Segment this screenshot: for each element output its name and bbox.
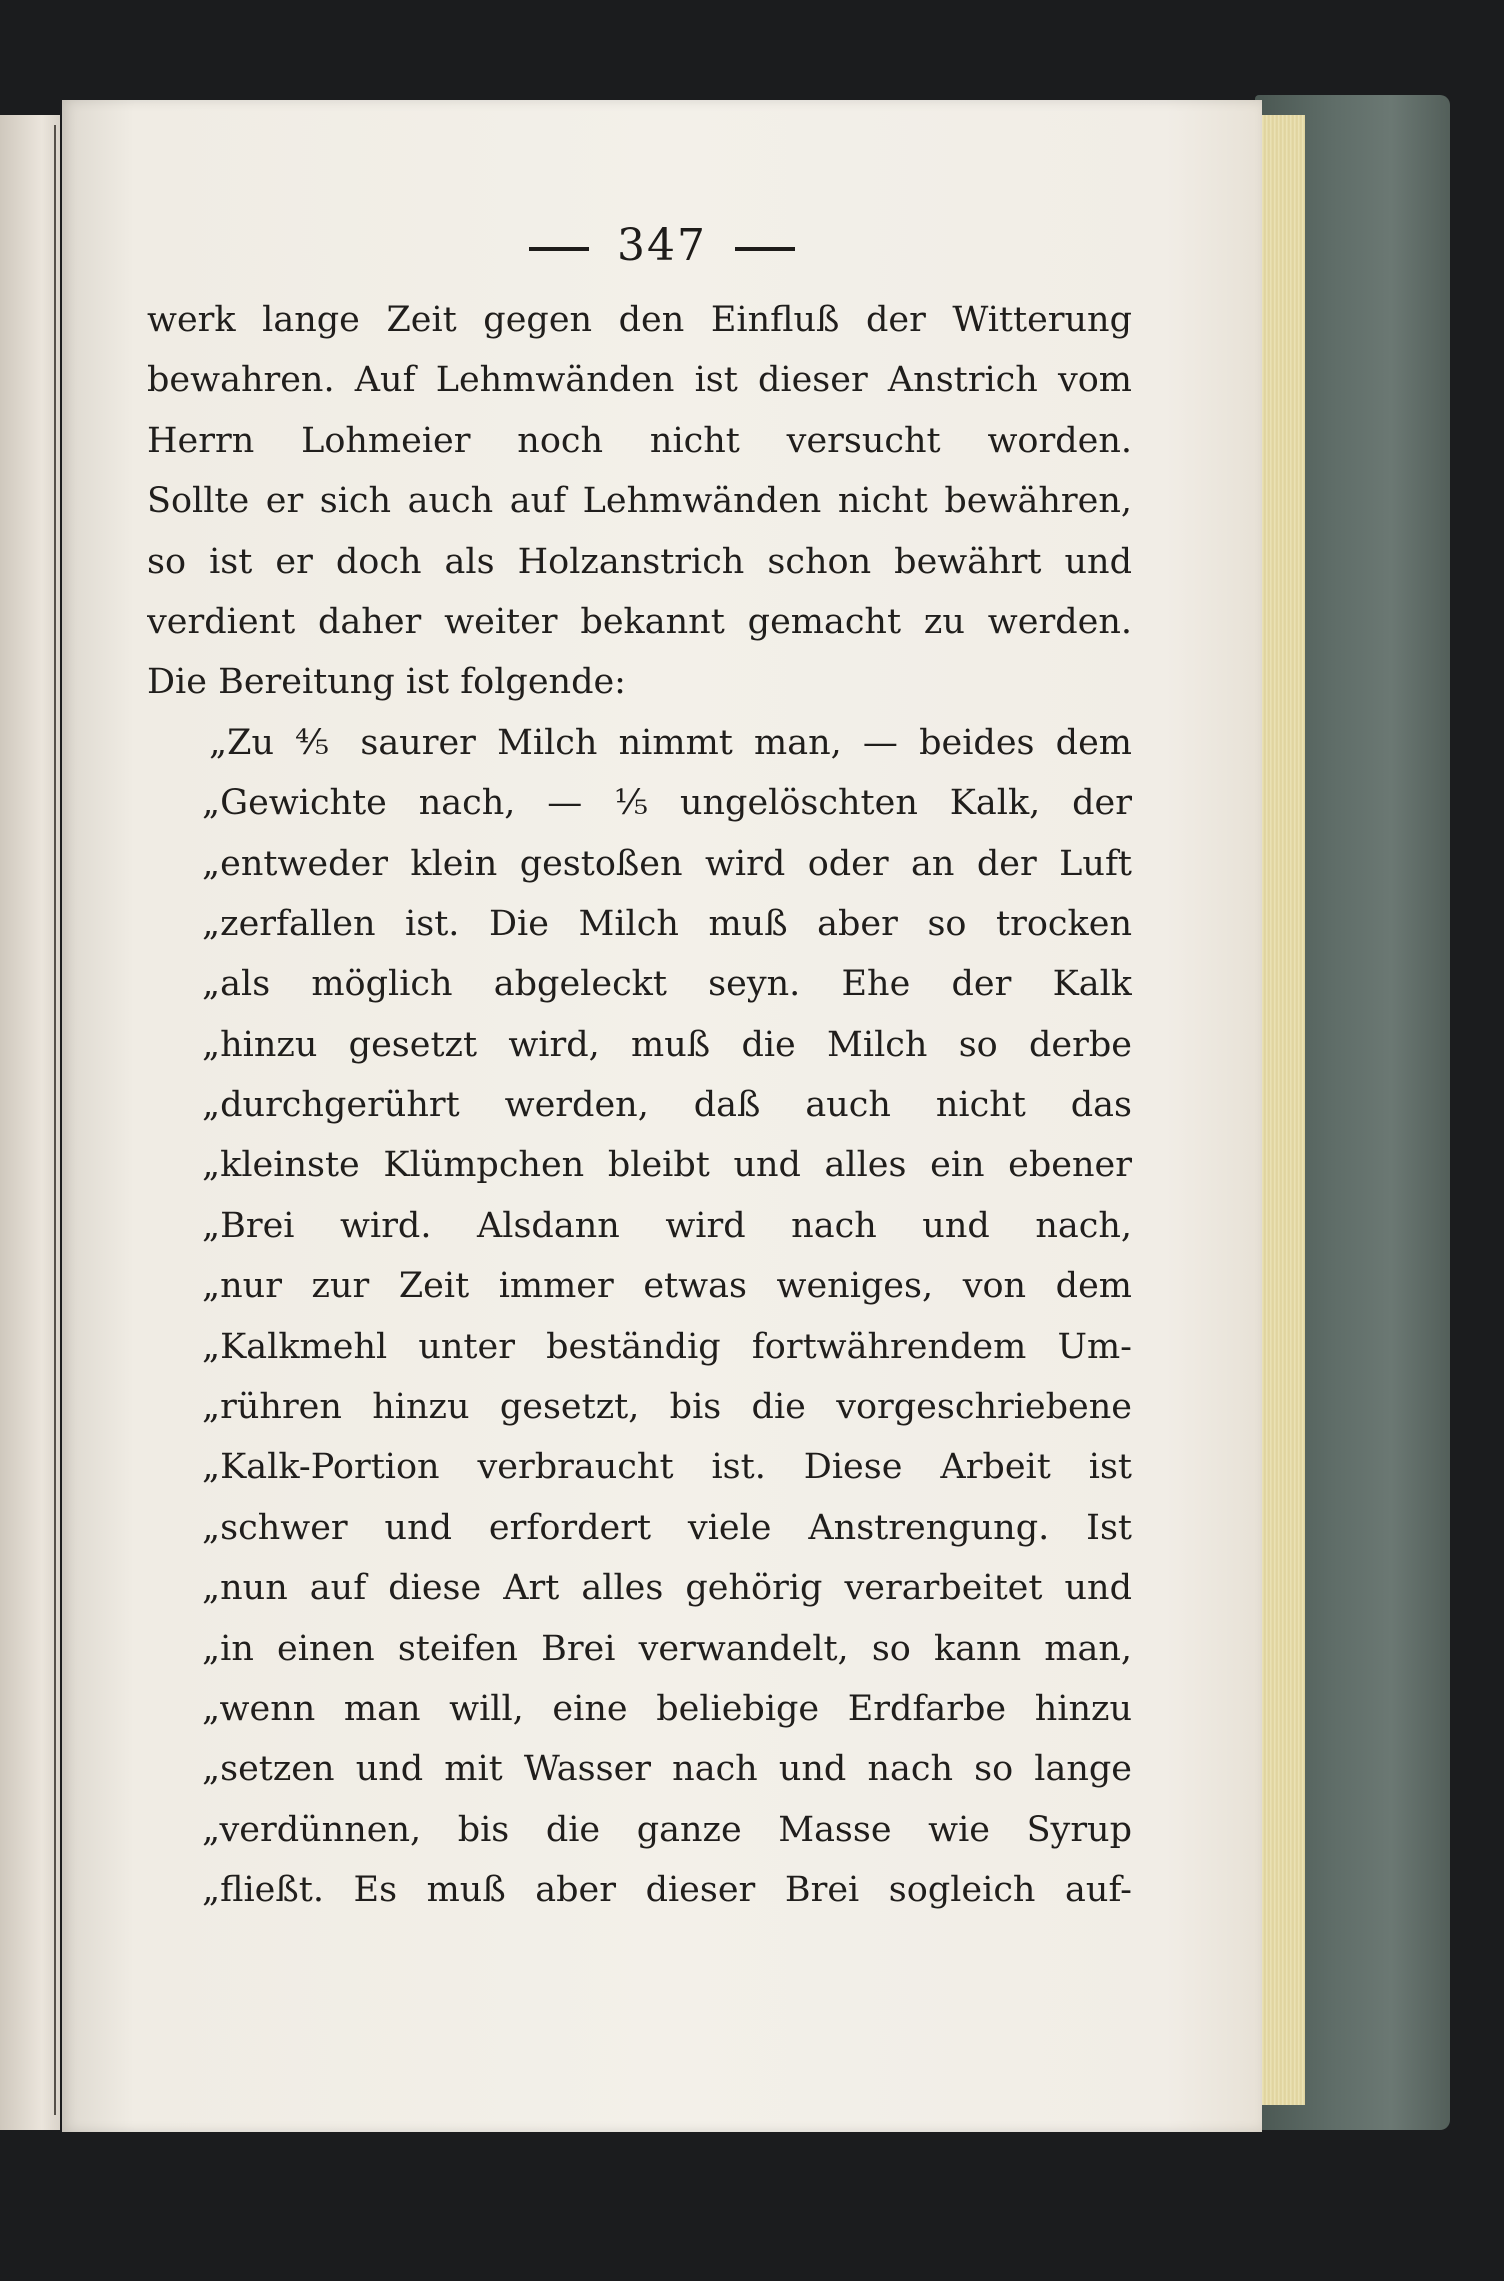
body-text xyxy=(147,290,1132,1921)
quote-line: „als möglich abgeleckt seyn. Ehe der Kalk xyxy=(202,964,1132,1005)
quote-line: „Kalk-Portion verbraucht ist. Diese Arbeit ist xyxy=(202,1447,1132,1488)
header-dash-right xyxy=(735,247,795,251)
text-line: Die Bereitung ist folgende: xyxy=(147,662,626,703)
quote-line: „kleinste Klümpchen bleibt und alles ein ebener xyxy=(202,1145,1132,1186)
quote-line: „in einen steifen Brei verwandelt, so kann man, xyxy=(202,1628,1132,1669)
quote-line: „hinzu gesetzt wird, muß die Milch so derbe xyxy=(202,1024,1132,1065)
book-page xyxy=(62,100,1262,2132)
text-line: so ist er doch als Holzanstrich schon bewährt und xyxy=(147,541,1132,582)
quote-line: „zerfallen ist. Die Milch muß aber so trocken xyxy=(202,903,1132,944)
quote-line: „schwer und erfordert viele Anstrengung. Ist xyxy=(202,1507,1132,1548)
quote-line: „Brei wird. Alsdann wird nach und nach, xyxy=(202,1205,1132,1246)
quote-line: „setzen und mit Wasser nach und nach so lange xyxy=(202,1749,1132,1790)
quote-line: „entweder klein gestoßen wird oder an der Luft xyxy=(202,843,1132,884)
gutter-line xyxy=(54,125,56,2115)
quote-line: „wenn man will, eine beliebige Erdfarbe hinzu xyxy=(202,1688,1132,1729)
header-dash-left xyxy=(529,247,589,251)
text-line: Sollte er sich auch auf Lehmwänden nicht bewähren, xyxy=(147,481,1132,522)
text-line: werk lange Zeit gegen den Einfluß der Witterung xyxy=(147,300,1132,340)
facing-page xyxy=(0,115,60,2130)
quote-line: „rühren hinzu gesetzt, bis die vorgeschriebene xyxy=(202,1387,1132,1428)
page-header xyxy=(62,220,1262,271)
page-number: 347 xyxy=(617,220,707,271)
text-line: bewahren. Auf Lehmwänden ist dieser Anstrich vom xyxy=(147,360,1132,401)
quote-line: „Kalkmehl unter beständig fortwährendem Um- xyxy=(202,1326,1132,1367)
quote-line: „fließt. Es muß aber dieser Brei sogleich auf- xyxy=(202,1870,1132,1911)
quote-line: „Zu ⅘ saurer Milch nimmt man, — beides dem xyxy=(209,722,1132,763)
text-line: Herrn Lohmeier noch nicht versucht worden. xyxy=(147,420,1132,461)
quote-line: „verdünnen, bis die ganze Masse wie Syrup xyxy=(202,1809,1132,1850)
text-line: verdient daher weiter bekannt gemacht zu werden. xyxy=(147,601,1132,642)
quote-line: „nun auf diese Art alles gehörig verarbeitet und xyxy=(202,1568,1132,1609)
quote-line: „durchgerührt werden, daß auch nicht das xyxy=(202,1085,1132,1126)
quote-line: „nur zur Zeit immer etwas weniges, von dem xyxy=(202,1266,1132,1307)
page-edges xyxy=(1255,115,1305,2105)
quote-line: „Gewichte nach, — ⅕ ungelöschten Kalk, der xyxy=(202,783,1132,824)
